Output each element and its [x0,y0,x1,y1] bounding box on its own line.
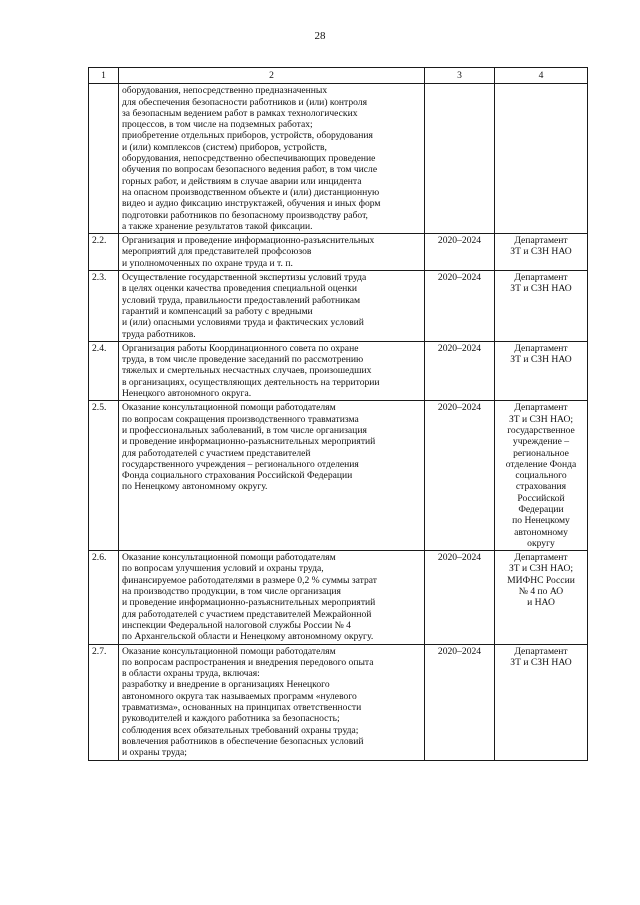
row-number: 2.6. [89,551,119,644]
table-row [89,234,588,271]
column-header-1: 1 [89,68,119,84]
row-description: Осуществление государственной экспертизы условий труда в целях оценки качества проведения специальной оценки условий труда, правильности предоставлений работникам гарантий и компенсаций за работу с вредными и (или) опасными условиями труда и фактических условий труда работников. [119,271,425,342]
row-description: Оказание консультационной помощи работодателям по вопросам сокращения производственного травматизма и профессиональных заболеваний, в том числе организация и проведение информационно-разъяснительных мероприятий для работодателей с участием представителей государственного учреждения – регионального отделения Фонда социального страхования Российской Федерации по Ненецкому автономному округу. [119,401,425,551]
row-executor: Департамент ЗТ и СЗН НАО [495,341,588,400]
row-number: 2.3. [89,271,119,342]
column-header-3: 3 [425,68,495,84]
table-row [89,551,588,644]
table-row [89,401,588,551]
row-executor: Департамент ЗТ и СЗН НАО; государственное учреждение – региональное отделение Фонда социального страхования Российской Федерации по Ненецкому автономному округу [495,401,588,551]
row-description: Оказание консультационной помощи работодателям по вопросам улучшения условий и охраны труда, финансируемое работодателями в размере 0,2 % суммы затрат на производство продукции, в том числе организация и проведение информационно-разъяснительных мероприятий для работодателей с участием представителей Межрайонной инспекции Федеральной налоговой службы России № 4 по Архангельской области и Ненецкому автономному округу. [119,551,425,644]
row-executor: Департамент ЗТ и СЗН НАО [495,644,588,760]
row-period: 2020–2024 [425,644,495,760]
row-executor: Департамент ЗТ и СЗН НАО [495,234,588,271]
table-row [89,341,588,400]
row-number [89,84,119,234]
page-number: 28 [314,30,326,42]
row-period: 2020–2024 [425,234,495,271]
row-description: Организация работы Координационного совета по охране труда, в том числе проведение заседаний по рассмотрению тяжелых и смертельных несчастных случаев, произошедших в организациях, осуществляющих деятельность на территории Ненецкого автономного округа. [119,341,425,400]
row-executor: Департамент ЗТ и СЗН НАО; МИФНС России № 4 по АО и НАО [495,551,588,644]
column-header-4: 4 [495,68,588,84]
row-number: 2.5. [89,401,119,551]
row-number: 2.7. [89,644,119,760]
row-period: 2020–2024 [425,341,495,400]
row-description: Организация и проведение информационно-разъяснительных мероприятий для представителей профсоюзов и уполномоченных по охране труда и т. п. [119,234,425,271]
row-period: 2020–2024 [425,401,495,551]
table-row [89,84,588,234]
table-row [89,271,588,342]
row-description: оборудования, непосредственно предназначенных для обеспечения безопасности работников и (или) контроля за безопасным ведением работ в рамках технологических процессов, в том числе на подземных работах; приобретение отдельных приборов, устройств, оборудования и (или) комплексов (систем) приборов, устройств, оборудования, непосредственно обеспечивающих проведение обучения по вопросам безопасного ведения работ, в том числе горных работ, и действиям в случае аварии или инцидента на опасном производственном объекте и (или) дистанционную видео и аудио фиксацию инструктажей, обучения и иных форм подготовки работников по безопасному производству работ, а также хранение результатов такой фиксации. [119,84,425,234]
measures-table [88,67,588,761]
row-period [425,84,495,234]
row-number: 2.4. [89,341,119,400]
table-row [89,644,588,760]
column-header-2: 2 [119,68,425,84]
row-period: 2020–2024 [425,271,495,342]
row-description: Оказание консультационной помощи работодателям по вопросам распространения и внедрения передового опыта в области охраны труда, включая: разработку и внедрение в организациях Ненецкого автономного округа так называемых программ «нулевого травматизма», основанных на принципах ответственности руководителей и каждого работника за безопасность; соблюдения всех обязательных требований охраны труда; вовлечения работников в обеспечение безопасных условий и охраны труда; [119,644,425,760]
row-number: 2.2. [89,234,119,271]
row-executor [495,84,588,234]
row-executor: Департамент ЗТ и СЗН НАО [495,271,588,342]
table-header-row [89,68,588,84]
row-period: 2020–2024 [425,551,495,644]
